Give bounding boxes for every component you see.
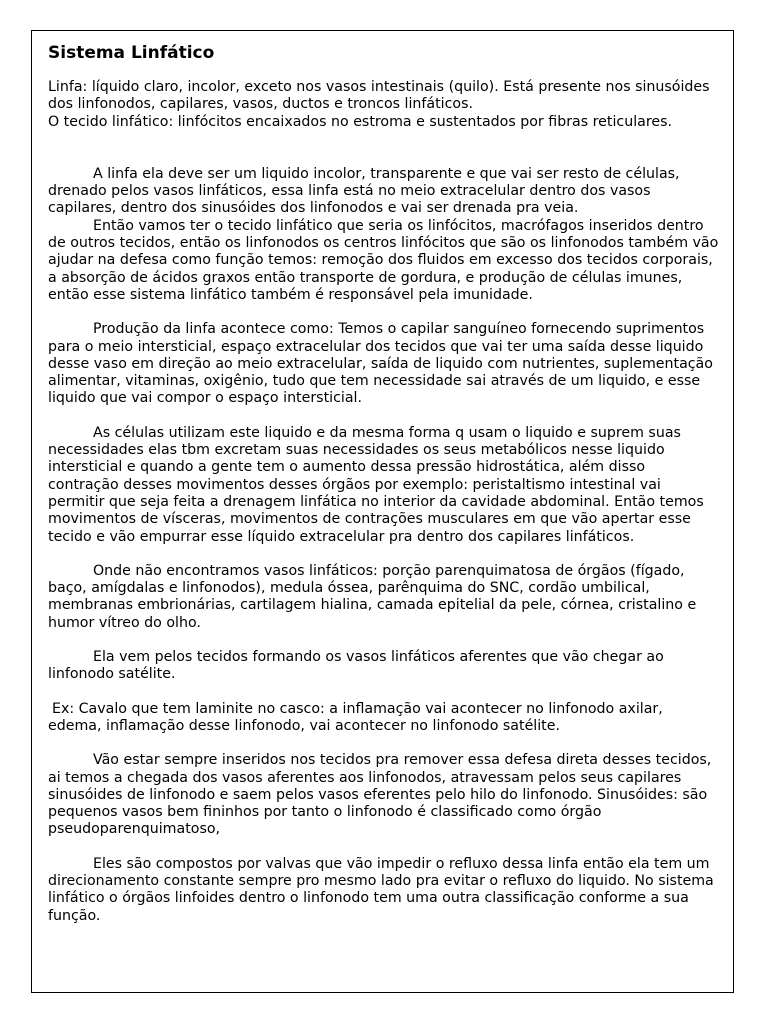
paragraph-tecido-linfatico: Então vamos ter o tecido linfático que seria os linfócitos, macrófagos inseridos dentro de outros tecidos, então os linfonodos os centros linfócitos que são os linfonodos também vão ajudar na defesa como função temos: remoção dos fluidos em excesso dos tecidos corporais, a absorção de ácidos graxos então transporte de gordura, e produção de células imunes, então esse sistema linfático também é responsável pela imunidade. — [48, 217, 719, 303]
paragraph-linfa-description: A linfa ela deve ser um liquido incolor, transparente e que vai ser resto de células, drenado pelos vasos linfáticos, essa linfa está no meio extracelular dentro dos vasos capilares, dentro dos sinusóides dos linfonodos e vai ser drenada pra veia. — [48, 165, 680, 217]
paragraph-valvas: Eles são compostos por valvas que vão impedir o refluxo dessa linfa então ela tem um direcionamento constante sempre pro mesmo lado pra evitar o refluxo do liquido. No sistema linfático o órgãos linfoides dentro o linfonodo tem uma outra classificação conforme a sua função. — [48, 855, 714, 924]
document-page — [31, 30, 734, 993]
paragraph-producao-linfa: Produção da linfa acontece como: Temos o capilar sanguíneo fornecendo suprimentos para o meio intersticial, espaço extracelular dos tecidos que vai ter uma saída desse liquido desse vaso em direção ao meio extracelular, saída de liquido com nutrientes, suplementação alimentar, vitaminas, oxigênio, tudo que tem necessidade sai através de um liquido, e esse liquido que vai compor o espaço intersticial. — [48, 321, 713, 407]
paragraph-celulas-liquido: As células utilizam este liquido e da mesma forma q usam o liquido e suprem suas necessidades elas tbm excretam suas necessidades os seus metabólicos nesse liquido intersticial e quando a gente tem o aumento dessa pressão hidrostática, além disso contração desses movimentos desses órgãos por exemplo: peristaltismo intestinal vai permitir que seja feita a drenagem linfática no interior da cavidade abdominal. Então temos movimentos de vísceras, movimentos de contrações musculares em que vão apertar esse tecido e vão empurrar esse líquido extracelular pra dentro dos capilares linfáticos. — [48, 424, 704, 545]
paragraph-sem-vasos-linfaticos: Onde não encontramos vasos linfáticos: porção parenquimatosa de órgãos (fígado, baço, amígdalas e linfonodos), medula óssea, parênquima do SNC, cordão umbilical, membranas embrionárias, cartilagem hialina, camada epitelial da pele, córnea, cristalino e humor vítreo do olho. — [48, 562, 697, 631]
intro-tecido-linfatico: O tecido linfático: linfócitos encaixados no estroma e sustentados por fibras reticulares. — [48, 113, 672, 130]
intro-linfa-definition: Linfa: líquido claro, incolor, exceto nos vasos intestinais (quilo). Está presente nos sinusóides dos linfonodos, capilares, vasos, ductos e troncos linfáticos. — [48, 79, 710, 113]
intro-block — [48, 79, 719, 131]
paragraph-sinusoides: Vão estar sempre inseridos nos tecidos pra remover essa defesa direta desses tecidos, ai temos a chegada dos vasos aferentes aos linfonodos, atravessam pelos seus capilares sinusóides de linfonodo e saem pelos vasos eferentes pelo hilo do linfonodo. Sinusóides: são pequenos vasos bem fininhos por tanto o linfonodo é classificado como órgão pseudoparenquimatoso, — [48, 752, 712, 838]
paragraph-exemplo-cavalo: Ex: Cavalo que tem laminite no casco: a inflamação vai acontecer no linfonodo axilar, edema, inflamação desse linfonodo, vai acontecer no linfonodo satélite. — [48, 700, 663, 734]
document-title: Sistema Linfático — [48, 43, 215, 63]
paragraph-vasos-aferentes: Ela vem pelos tecidos formando os vasos linfáticos aferentes que vão chegar ao linfonodo satélite. — [48, 649, 664, 683]
